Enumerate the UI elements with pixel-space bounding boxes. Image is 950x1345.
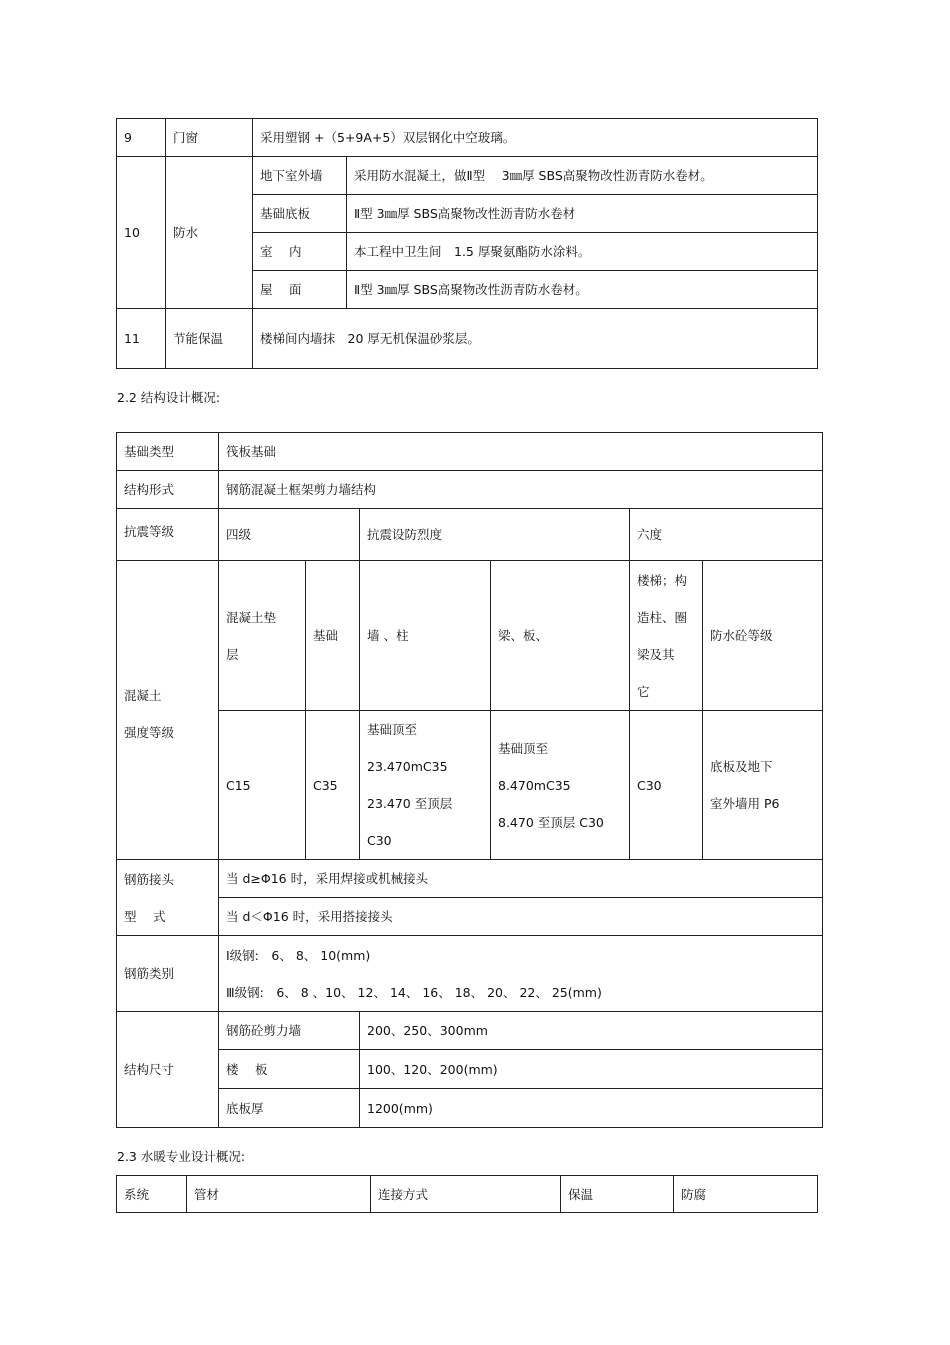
table-architecture (116, 118, 818, 369)
table-structure (116, 432, 823, 1128)
header-base: 基础 (306, 561, 360, 711)
row9-desc: 采用塑钢 +（5+9A+5）双层钢化中空玻璃。 (253, 119, 818, 157)
header-waterproof-grade: 防水砼等级 (703, 561, 823, 711)
seismic-label: 抗震等级 (117, 509, 219, 561)
header-anticorrosion: 防腐 (674, 1176, 818, 1213)
row11-name: 节能保温 (166, 309, 253, 369)
header-connection: 连接方式 (371, 1176, 561, 1213)
structure-label: 结构形式 (117, 471, 219, 509)
joint-rule-lap: 当 d＜Φ16 时，采用搭接接头 (219, 898, 823, 936)
waterproof-desc: Ⅱ型 3㎜厚 SBS高聚物改性沥青防水卷材。 (347, 271, 818, 309)
dims-name: 底板厚 (219, 1089, 360, 1128)
waterproof-label: 地下室外墙 (253, 157, 347, 195)
header-stair: 楼梯；构 造柱、圈 梁及其 它 (630, 561, 703, 711)
dims-value: 200、250、300mm (360, 1012, 823, 1050)
joint-rule-weld: 当 d≥Φ16 时，采用焊接或机械接头 (219, 860, 823, 898)
waterproof-label: 屋 面 (253, 271, 347, 309)
section-2-2-title: 2.2 结构设计概况: (117, 390, 221, 405)
value-cushion: C15 (219, 711, 306, 860)
seismic-intensity: 六度 (630, 509, 823, 561)
header-system: 系统 (117, 1176, 187, 1213)
header-cushion: 混凝土垫 层 (219, 561, 306, 711)
row11-no: 11 (117, 309, 166, 369)
rebar-grades: Ⅰ级钢: 6、 8、 10(mm) Ⅲ级钢: 6、 8 、10、 12、 14、 16、 18、 20、 22、 25(mm) (219, 936, 823, 1012)
seismic-intensity-label: 抗震设防烈度 (360, 509, 630, 561)
joint-label: 钢筋接头 型 式 (117, 860, 219, 936)
structure-value: 钢筋混凝土框架剪力墙结构 (219, 471, 823, 509)
dims-value: 1200(mm) (360, 1089, 823, 1128)
header-wall-column: 墙 、柱 (360, 561, 491, 711)
row10-name: 防水 (166, 157, 253, 309)
seismic-grade: 四级 (219, 509, 360, 561)
dims-name: 钢筋砼剪力墙 (219, 1012, 360, 1050)
value-wall-column: 基础顶至 23.470mC35 23.470 至顶层 C30 (360, 711, 491, 860)
waterproof-desc: 采用防水混凝土，做Ⅱ型 3㎜厚 SBS高聚物改性沥青防水卷材。 (347, 157, 818, 195)
waterproof-label: 室 内 (253, 233, 347, 271)
section-2-3-title: 2.3 水暖专业设计概况: (117, 1149, 246, 1164)
dims-name: 楼 板 (219, 1050, 360, 1089)
header-pipe: 管材 (187, 1176, 371, 1213)
table-hvac (116, 1175, 818, 1213)
header-insulation: 保温 (561, 1176, 674, 1213)
waterproof-label: 基础底板 (253, 195, 347, 233)
row10-no: 10 (117, 157, 166, 309)
header-beam-slab: 梁、板、 (491, 561, 630, 711)
value-stair: C30 (630, 711, 703, 860)
value-base: C35 (306, 711, 360, 860)
value-waterproof-grade: 底板及地下 室外墙用 P6 (703, 711, 823, 860)
foundation-value: 筏板基础 (219, 433, 823, 471)
row9-no: 9 (117, 119, 166, 157)
waterproof-desc: Ⅱ型 3㎜厚 SBS高聚物改性沥青防水卷材 (347, 195, 818, 233)
row11-desc: 楼梯间内墙抹 20 厚无机保温砂浆层。 (253, 309, 818, 369)
waterproof-desc: 本工程中卫生间 1.5 厚聚氨酯防水涂料。 (347, 233, 818, 271)
dims-value: 100、120、200(mm) (360, 1050, 823, 1089)
value-beam-slab: 基础顶至 8.470mC35 8.470 至顶层 C30 (491, 711, 630, 860)
concrete-label: 混凝土 强度等级 (117, 561, 219, 860)
row9-name: 门窗 (166, 119, 253, 157)
dims-label: 结构尺寸 (117, 1012, 219, 1128)
foundation-label: 基础类型 (117, 433, 219, 471)
rebar-label: 钢筋类别 (117, 936, 219, 1012)
